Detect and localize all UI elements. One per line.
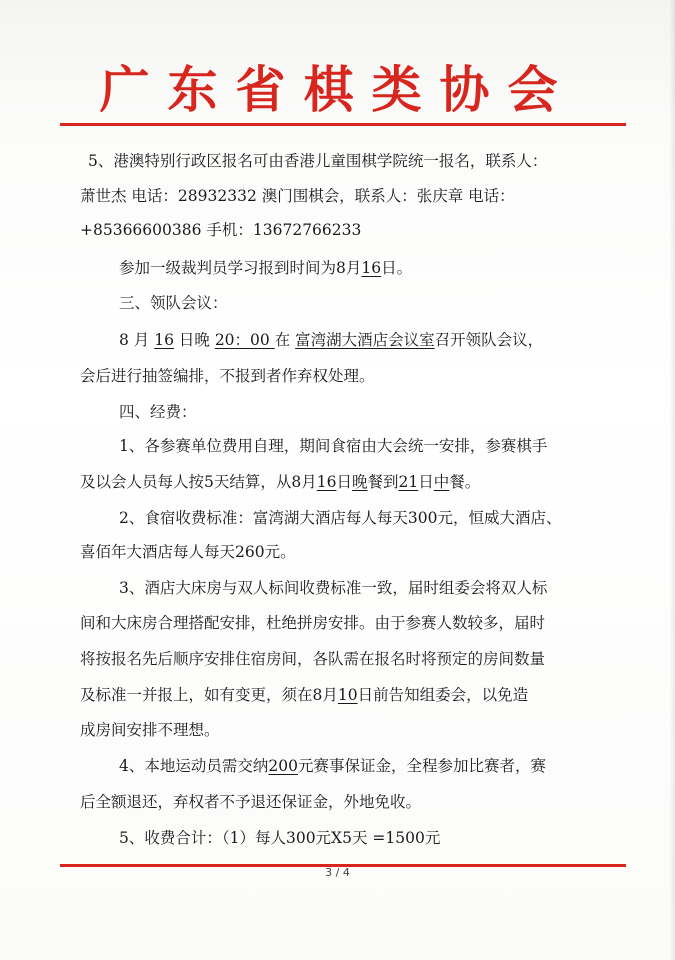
- text-line: [80, 720, 220, 740]
- text-segment: 餐到: [367, 473, 399, 491]
- text-segment: 在: [274, 331, 296, 349]
- text-segment: 参加一级裁判员学习报到时间为8月: [119, 259, 362, 277]
- text-line: [88, 151, 547, 171]
- text-line: [119, 402, 197, 422]
- text-segment: 餐。: [449, 473, 481, 491]
- text-segment: 及标准一并报上，如有变更，须在8月: [80, 686, 338, 704]
- page-number: 3 / 4: [325, 866, 350, 879]
- text-line: [119, 578, 547, 598]
- text-line: [80, 649, 545, 669]
- text-segment: 2、食宿收费标准：富湾湖大酒店每人每天300元，恒威大酒店、: [119, 509, 562, 527]
- text-line: [80, 685, 528, 705]
- text-line: [119, 330, 543, 350]
- text-segment: +85366600386 手机：13672766233: [80, 221, 362, 239]
- text-segment: 会后进行抽签编排，不报到者作弃权处理。: [80, 367, 375, 385]
- text-segment: 召开领队会议，: [434, 331, 544, 349]
- text-line: [119, 436, 547, 456]
- text-segment: 1、各参赛单位费用自理，期间食宿由大会统一安排，参赛棋手: [119, 437, 548, 455]
- text-segment: 日: [336, 473, 352, 491]
- text-segment: 日前告知组委会，以免造: [357, 686, 529, 704]
- text-segment: 日晚: [173, 331, 215, 349]
- text-line: [80, 472, 480, 492]
- text-segment: 元赛事保证金，全程参加比赛者，赛: [297, 757, 546, 775]
- letterhead-rule: [60, 123, 626, 126]
- text-segment: 日。: [381, 259, 413, 277]
- underlined-text: 晚: [351, 473, 368, 491]
- underlined-text: 16: [154, 331, 174, 349]
- text-line: [119, 828, 440, 848]
- text-segment: 3、酒店大床房与双人标间收费标准一致，届时组委会将双人标: [119, 579, 548, 597]
- text-line: [119, 293, 228, 313]
- underlined-text: 16: [316, 473, 337, 491]
- text-line: [80, 542, 296, 562]
- text-segment: 8 月: [119, 331, 155, 349]
- text-segment: 将按报名先后顺序安排住宿房间，各队需在报名时将预定的房间数量: [80, 650, 546, 668]
- text-segment: 萧世杰 电话：28932332 澳门围棋会，联系人：张庆章 电话：: [80, 187, 515, 205]
- text-segment: 5、收费合计：（1）每人300元X5天 =1500元: [119, 829, 441, 847]
- text-segment: 间和大床房合理搭配安排，杜绝拼房安排。由于参赛人数较多，届时: [80, 614, 546, 632]
- text-line: [80, 613, 545, 633]
- text-segment: 日: [418, 473, 434, 491]
- text-segment: 后全额退还，弃权者不予退还保证金，外地免收。: [80, 793, 422, 811]
- text-line: [80, 186, 515, 206]
- letterhead-title: 广东省棋类协会: [99, 60, 576, 119]
- text-segment: 四、经费：: [119, 403, 197, 421]
- text-line: [80, 792, 421, 812]
- text-segment: 4、本地运动员需交纳: [119, 757, 269, 775]
- underlined-text: 富湾湖大酒店会议室: [295, 331, 435, 349]
- text-segment: 及以会人员每人按5天结算，从8月: [80, 473, 317, 491]
- text-line: [119, 756, 546, 776]
- text-segment: 成房间安排不理想。: [80, 721, 220, 739]
- text-segment: 5、港澳特别行政区报名可由香港儿童围棋学院统一报名，联系人：: [88, 152, 548, 170]
- text-line: [119, 258, 412, 278]
- text-line: [80, 366, 375, 386]
- text-line: [119, 508, 561, 528]
- underlined-text: 20：00: [214, 331, 275, 349]
- underlined-text: 16: [361, 259, 382, 277]
- text-line: [80, 220, 361, 240]
- underlined-text: 10: [337, 686, 358, 704]
- text-segment: 喜佰年大酒店每人每天260元。: [80, 543, 296, 561]
- text-segment: 三、领队会议：: [119, 294, 228, 312]
- underlined-text: 21: [398, 473, 419, 491]
- underlined-text: 200: [268, 757, 298, 775]
- underlined-text: 中: [433, 473, 450, 491]
- scan-edge-shadow: [669, 0, 675, 960]
